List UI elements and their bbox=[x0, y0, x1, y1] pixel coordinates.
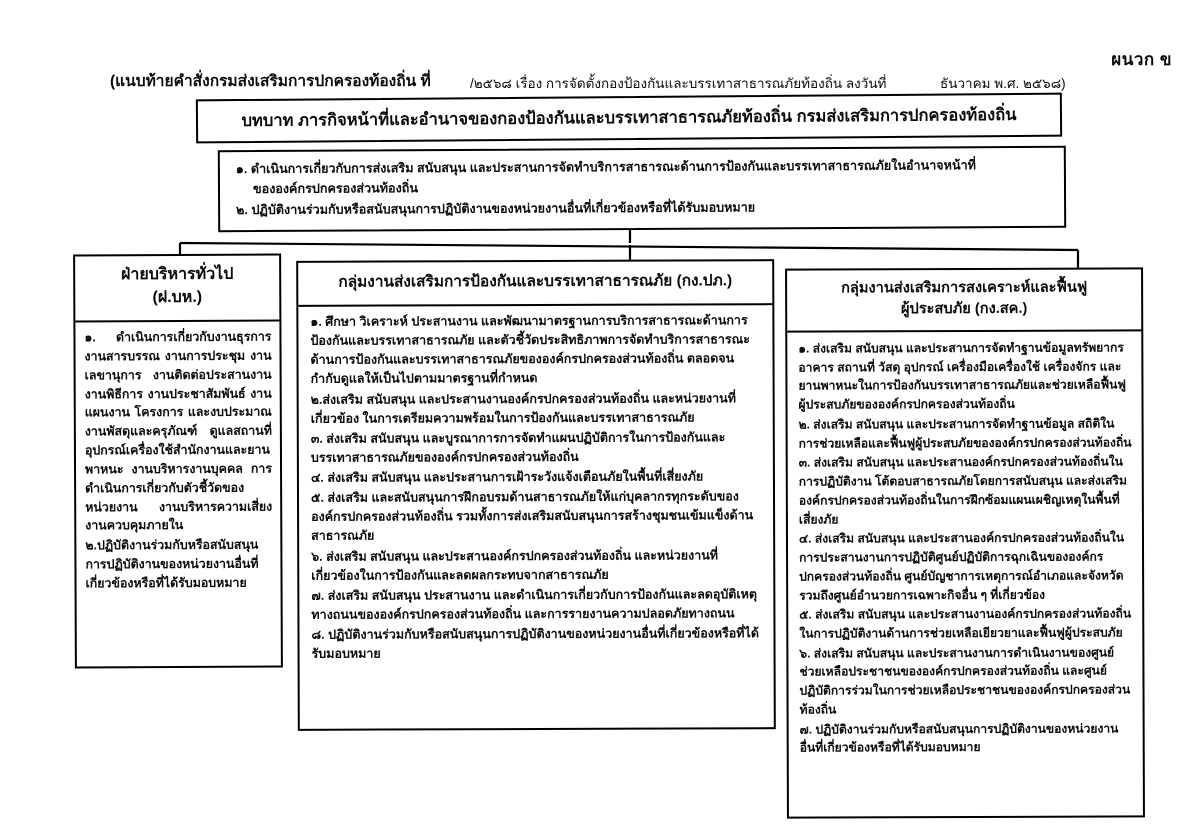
duty-item: ๖. ส่งเสริม สนับสนุน และประสานงานการดำเนินงานของศูนย์ช่วยเหลือประชาชนขององค์กรปกครองส่วนท้องถิ่น และศูนย์ปฏิบัติการร่วมในการช่วยเหลือประชาชนขององค์กรปกครองส่วนท้องถิ่น bbox=[799, 645, 1131, 717]
division-title-line1: ฝ่ายบริหารทั่วไป bbox=[120, 265, 234, 284]
duty-item: ๗. ปฏิบัติงานร่วมกับหรือสนับสนุนการปฏิบัติงานของหน่วยงานอื่นที่เกี่ยวข้องหรือที่ได้รับมอบหมาย bbox=[799, 721, 1119, 756]
annex-label: ผนวก ข bbox=[1111, 50, 1172, 69]
duty-item: ๑. ศึกษา วิเคราะห์ ประสานงาน และพัฒนามาตรฐานการบริการสาธารณะด้านการป้องกันและบรรเทาสาธารณภัย และตัวชี้วัดประสิทธิภาพการจัดทำบริการสาธารณะด้านการป้องกันและบรรเทาสาธารณภัยขององค์กรปกครองส่วนท้องถิ่น ตลอดจนกำกับดูแลให้เป็นไปตามมาตรฐานที่กำหนด bbox=[310, 313, 750, 387]
duty-item: ๗. ส่งเสริม สนับสนุน ประสานงาน และดำเนินการเกี่ยวกับการป้องกันและลดอุบัติเหตุทางถนนขององค์กรปกครองส่วนท้องถิ่น และการรายงานความปลอดภัยทางถนน bbox=[311, 586, 758, 622]
root-duties-box bbox=[218, 146, 1066, 232]
duty-item: ๒.ปฏิบัติงานร่วมกับหรือสนับสนุนการปฏิบัติงานของหน่วยงานอื่นที่เกี่ยวข้องหรือที่ได้รับมอบหมาย bbox=[85, 537, 259, 591]
duty-item: ๒.ส่งเสริม สนับสนุน และประสานงานองค์กรปกครองส่วนท้องถิ่น และหน่วยงานที่เกี่ยวข้อง ในการเตรียมความพร้อมในการป้องกันและบรรเทาสาธารณภัย bbox=[310, 390, 736, 426]
order-subject-text: /๒๕๖๘ เรื่อง การจัดตั้งกองป้องกันและบรรเทาสาธารณภัยท้องถิ่น ลงวันที่ bbox=[470, 76, 887, 91]
duty-item: ๔. ส่งเสริม สนับสนุน และประสานองค์กรปกครองส่วนท้องถิ่นในการประสานงานการปฏิบัติศูนย์ปฏิบัติการฉุกเฉินขององค์กรปกครองส่วนท้องถิ่น ศูนย์บัญชาการเหตุการณ์อำเภอและจังหวัด รวมถึงศูนย์อำนวยการเฉพาะกิจอื่น ๆ ที่เกี่ยวข้อง bbox=[798, 530, 1125, 603]
root-duty-text: ดำเนินการเกี่ยวกับการส่งเสริม สนับสนุน และประสานการจัดทำบริการสาธารณะด้านการป้องกันและบรรเทาสาธารณภัยในอำนาจหน้าที่ bbox=[250, 158, 976, 177]
duty-item: ๓. ส่งเสริม สนับสนุน และประสานองค์กรปกครองส่วนท้องถิ่นในการปฏิบัติงาน โต้ตอบสาธารณภัยโดยการสนับสนุน และส่งเสริมองค์กรปกครองส่วนท้องถิ่นในการฝึกซ้อมแผนเผชิญเหตุในพื้นที่เสี่ยงภัย bbox=[798, 454, 1127, 527]
root-duty-item bbox=[236, 196, 1050, 221]
duty-item: ๖. ส่งเสริม สนับสนุน และประสานองค์กรปกครองส่วนท้องถิ่น และหน่วยงานที่เกี่ยวข้องในการป้องกันและลดผลกระทบจากสาธารณภัย bbox=[311, 547, 719, 583]
division-title-line1: กลุ่มงานส่งเสริมการสงเคราะห์และฟื้นฟู bbox=[841, 279, 1088, 297]
duty-item: ๕. ส่งเสริม สนับสนุน และประสานงานองค์กรปกครองส่วนท้องถิ่นในการปฏิบัติงานด้านการช่วยเหลือเยียวยาและฟื้นฟูผู้ประสบภัย bbox=[799, 606, 1132, 641]
root-duties-list bbox=[220, 148, 1064, 221]
root-duty-number: ๑. bbox=[235, 162, 248, 177]
order-date-text: ธันวาคม พ.ศ. ๒๕๖๘) bbox=[940, 76, 1066, 91]
division-title-prevention-mitigation bbox=[298, 261, 772, 307]
division-title-line2: (ฝ.บห.) bbox=[152, 289, 203, 307]
division-title-line2: ผู้ประสบภัย (กง.สค.) bbox=[900, 300, 1028, 318]
root-title-box bbox=[196, 93, 1062, 144]
connector-bus bbox=[180, 243, 1078, 250]
division-box-relief-rehabilitation bbox=[785, 267, 1145, 818]
duty-item: ๕. ส่งเสริม และสนับสนุนการฝึกอบรมด้านสาธารณภัยให้แก่บุคลากรทุกระดับขององค์กรปกครองส่วนท้องถิ่น รวมทั้งการส่งเสริมสนับสนุนการสร้างชุมชนเข้มแข็งด้านสาธารณภัย bbox=[310, 489, 754, 544]
duty-item: ๘. ปฏิบัติงานร่วมกับหรือสนับสนุนการปฏิบัติงานของหน่วยงานอื่นที่เกี่ยวข้องหรือที่ได้รับมอบหมาย bbox=[311, 626, 759, 661]
division-box-general-administration bbox=[73, 254, 283, 669]
division-duties-prevention-mitigation bbox=[298, 305, 773, 664]
duty-item: ๔. ส่งเสริม สนับสนุน และประสานการเฝ้าระวังแจ้งเตือนภัยในพื้นที่เสี่ยงภัย bbox=[310, 469, 704, 485]
document-header bbox=[0, 46, 1200, 92]
root-duty-item bbox=[236, 155, 1050, 200]
attachment-reference-text: (แนบท้ายคำสั่งกรมส่งเสริมการปกครองท้องถิ่น ที่ bbox=[110, 73, 431, 90]
root-title-text: บทบาท ภารกิจหน้าที่และอำนาจของกองป้องกันและบรรเทาสาธารณภัยท้องถิ่น กรมส่งเสริมการปกครองท้องถิ่น bbox=[241, 105, 1017, 131]
division-duties-general-administration bbox=[75, 322, 280, 594]
division-title-relief-rehabilitation bbox=[787, 269, 1141, 332]
division-duties-relief-rehabilitation bbox=[787, 331, 1142, 757]
duty-item: ๓. ส่งเสริม สนับสนุน และบูรณาการการจัดทำแผนปฏิบัติการในการป้องกันและบรรเทาสาธารณภัยขององค์กรปกครองส่วนท้องถิ่น bbox=[310, 430, 726, 465]
root-duty-text: ปฏิบัติงานร่วมกับหรือสนับสนุนการปฏิบัติงานของหน่วยงานอื่นที่เกี่ยวข้องหรือที่ได้รับมอบหมาย bbox=[251, 200, 756, 217]
duty-item: ๑. ดำเนินการเกี่ยวกับงานธุรการ งานสารบรรณ งานการประชุม งานเลขานุการ งานติดต่อประสานงาน งานพิธีการ งานประชาสัมพันธ์ งานแผนงาน โครงการ และงบประมาณ งานพัสดุและครุภัณฑ์ ดูแลสถานที่ อุปกรณ์เครื่องใช้สำนักงานและยานพาหนะ งานบริหารงานบุคคล การดำเนินการเกี่ยวกับตัวชี้วัดของหน่วยงาน งานบริหารความเสี่ยง งานควบคุมภายใน bbox=[84, 329, 273, 533]
duty-item: ๒. ส่งเสริม สนับสนุน และประสานการจัดทำฐานข้อมูล สถิติในการช่วยเหลือและฟื้นฟูผู้ประสบภัยขององค์กรปกครองส่วนท้องถิ่น bbox=[798, 416, 1132, 451]
root-duty-continuation: ขององค์กรปกครองส่วนท้องถิ่น bbox=[252, 181, 419, 197]
division-title-general-administration bbox=[75, 256, 279, 323]
division-box-prevention-mitigation bbox=[296, 259, 776, 731]
duty-item: ๑. ส่งเสริม สนับสนุน และประสานการจัดทำฐานข้อมูลทรัพยากร อาคาร สถานที่ วัสดุ อุปกรณ์ เครื่องมือเครื่องใช้ เครื่องจักร และยานพาหนะในการป้องกันบรรเทาสาธารณภัยและช่วยเหลือฟื้นฟูผู้ประสบภัยขององค์กรปกครองส่วนท้องถิ่น bbox=[798, 340, 1126, 412]
division-title-line1: กลุ่มงานส่งเสริมการป้องกันและบรรเทาสาธารณภัย (กง.ปภ.) bbox=[338, 272, 733, 291]
root-duty-number: ๒. bbox=[236, 202, 248, 217]
